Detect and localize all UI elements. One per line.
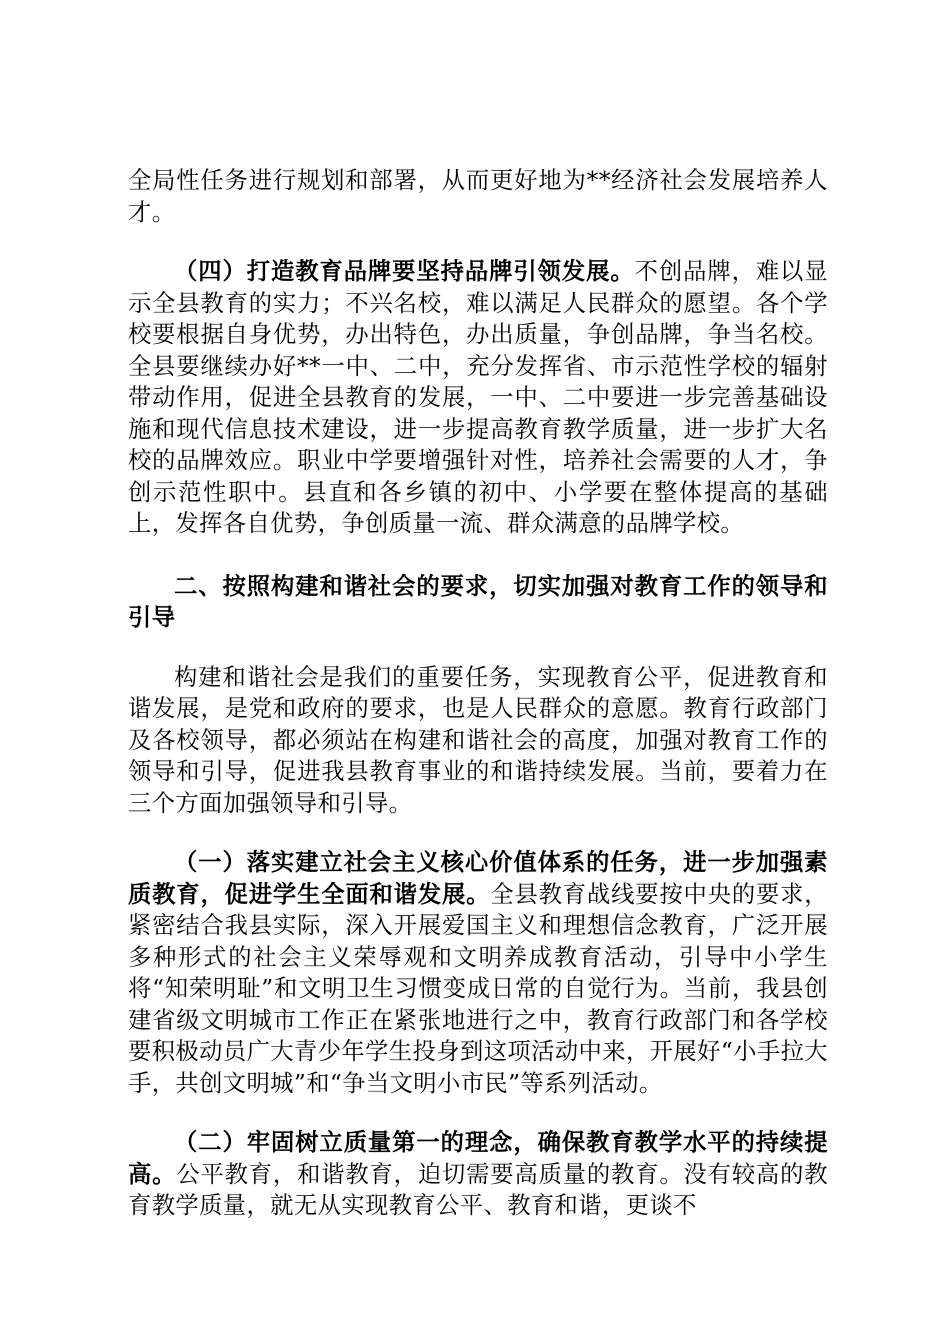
paragraph-subsection-2 <box>128 1127 828 1222</box>
section-4-heading: （四）打造教育品牌要坚持品牌引领发展。 <box>174 258 635 285</box>
chapter-heading-2: 二、按照构建和谐社会的要求，切实加强对教育工作的领导和引导 <box>128 572 828 631</box>
subsection-2-body: 公平教育，和谐教育，迫切需要高质量的教育。没有较高的教育教学质量，就无从实现教育公平、教育和谐，更谈不 <box>128 1160 828 1219</box>
paragraph-subsection-1 <box>128 847 828 1099</box>
paragraph-continuation: 全局性任务进行规划和部署，从而更好地为**经济社会发展培养人才。 <box>128 167 828 226</box>
subsection-2-heading: （二）牢固树立质量第一的理念，确保教育教学水平的持续提高。 <box>128 1129 828 1188</box>
paragraph-section-4 <box>128 256 828 540</box>
paragraph-harmony-intro: 构建和谐社会是我们的重要任务，实现教育公平，促进教育和谐发展，是党和政府的要求，也是人民群众的意愿。教育行政部门及各校领导，都必须站在构建和谐社会的高度，加强对教育工作的领导和引导，促进我县教育事业的和谐持续发展。当前，要着力在三个方面加强领导和引导。 <box>128 663 828 817</box>
subsection-1-body: 全县教育战线要按中央的要求，紧密结合我县实际，深入开展爱国主义和理想信念教育，广泛开展多种形式的社会主义荣辱观和文明养成教育活动，引导中小学生将“知荣明耻”和文明卫生习惯变成日常的自觉行为。当前，我县创建省级文明城市工作正在紧张地进行之中，教育行政部门和各学校要积极动员广大青少年学生投身到这项活动中来，开展好“小手拉大手，共创文明城”和“争当文明小市民”等系列活动。 <box>128 880 829 1097</box>
document-page <box>128 165 828 1222</box>
section-4-body: 不创品牌，难以显示全县教育的实力；不兴名校，难以满足人民群众的愿望。各个学校要根据自身优势，办出特色，办出质量，争创品牌，争当名校。全县要继续办好**一中、二中，充分发挥省、市示范性学校的辐射带动作用，促进全县教育的发展，一中、二中要进一步完善基础设施和现代信息技术建设，进一步提高教育教学质量，进一步扩大名校的品牌效应。职业中学要增强针对性，培养社会需要的人才，争创示范性职中。县直和各乡镇的初中、小学要在整体提高的基础上，发挥各自优势，争创质量一流、群众满意的品牌学校。 <box>128 258 828 537</box>
subsection-1-heading: （一）落实建立社会主义核心价值体系的任务，进一步加强素质教育，促进学生全面和谐发展。 <box>128 849 828 908</box>
